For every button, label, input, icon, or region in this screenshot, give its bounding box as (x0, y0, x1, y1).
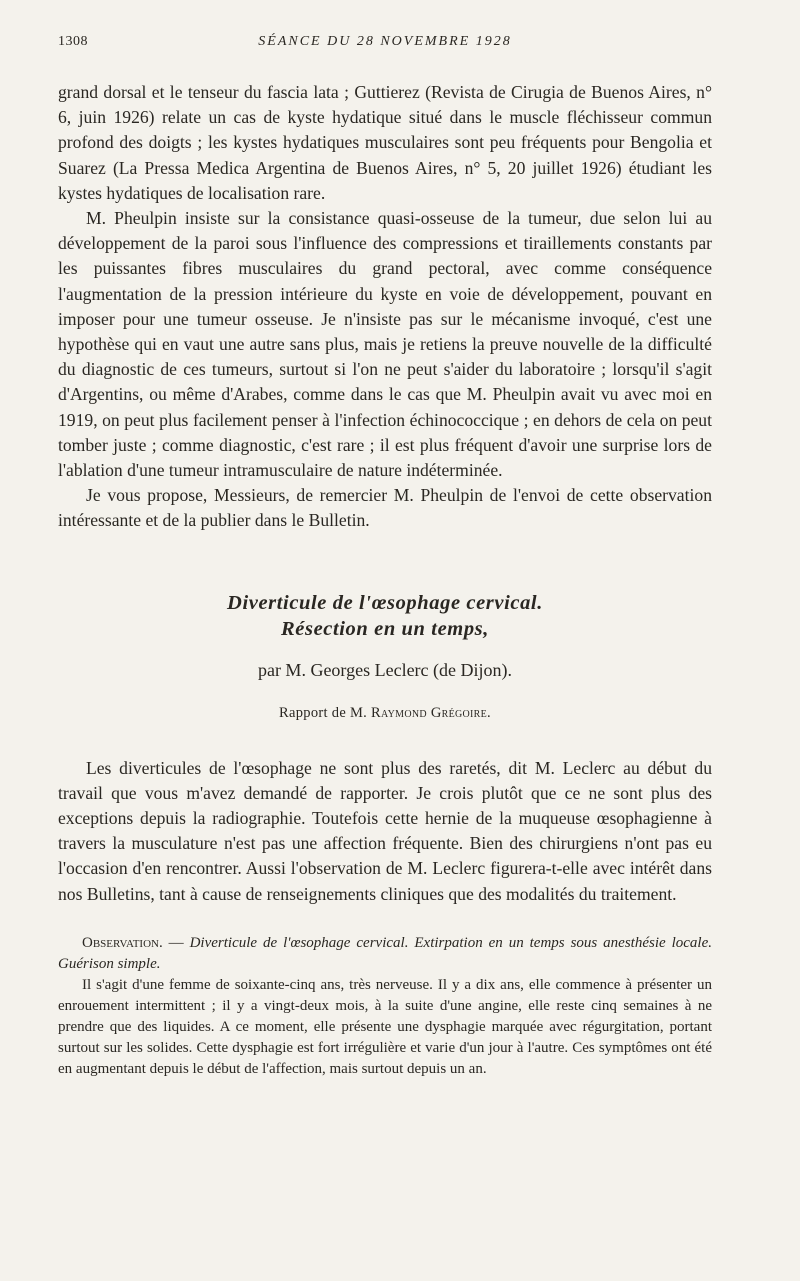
observation-heading (58, 933, 712, 975)
article-title-line: Résection en un temps, (281, 617, 489, 640)
observation-dash: — (162, 934, 190, 951)
paragraph: grand dorsal et le tenseur du fascia lata ; Guttierez (Revista de Cirugia de Buenos Aires, n° 6, juin 1926) relate un cas de kyste hydatique situé dans le muscle fléchisseur commun profond des doigts ; les kystes hydatiques musculaires sont peu fréquents pour Bengolia et Suarez (La Pressa Medica Argentina de Buenos Aires, n° 5, 20 juillet 1926) étudiant les kystes hydatiques de localisation rare. (58, 82, 712, 203)
paragraph: Les diverticules de l'œsophage ne sont plus des raretés, dit M. Leclerc au début du travail que vous m'avez demandé de rapporter. Je crois plutôt que ce ne sont plus des exceptions depuis la radiographie. Toutefois cette hernie de la muqueuse œsophagienne à travers la musculature n'est pas une affection fréquente. Bien des chirurgiens n'ont pas eu l'occasion d'en rencontrer. Aussi l'observation de M. Leclerc figurera-t-elle avec intérêt dans nos Bulletins, tant à cause de renseignements cliniques que des modalités du traitement. (58, 757, 712, 904)
running-title: SÉANCE DU 28 NOVEMBRE 1928 (258, 34, 512, 49)
observation-text: Il s'agit d'une femme de soixante-cinq ans, très nerveuse. Il y a dix ans, elle commence à présenter un enrouement intermittent ; il y a vingt-deux mois, à la suite d'une angine, elle reste cinq semaines à ne prendre que des liquides. A ce moment, elle présente une dysphagie marquée avec régurgitation, portant surtout sur les solides. Cette dysphagie est fort irrégulière et varie d'un jour à l'autre. Ces symptômes ont été en augmentant depuis le début de l'affection, mais surtout depuis un an. (58, 976, 712, 1077)
reporter-name: Raymond Grégoire. (371, 704, 491, 721)
observation (58, 933, 712, 1080)
article-title (58, 590, 712, 642)
article-title-line: Diverticule de l'œsophage cervical. (227, 591, 543, 614)
observation-title: Diverticule de l'œsophage cervical. Extirpation en un temps sous anesthésie locale. Guérison simple. (58, 934, 712, 972)
page-number: 1308 (58, 34, 88, 49)
article-body (58, 756, 712, 907)
report-line (58, 705, 712, 722)
page (58, 34, 712, 1080)
author-line: par M. Georges Leclerc (de Dijon). (257, 659, 513, 680)
paragraph: M. Pheulpin insiste sur la consistance quasi-osseuse de la tumeur, due selon lui au développement de la paroi sous l'influence des compressions et tiraillements constants par les puissantes fibres musculaires du grand pectoral, avec comme conséquence l'augmentation de la pression intérieure du kyste en voie de développement, pouvant en imposer pour une tumeur osseuse. Je n'insiste pas sur le mécanisme invoqué, c'est une hypothèse qui en vaut une autre sans plus, mais je retiens la preuve nouvelle de la difficulté du diagnostic de ces tumeurs, surtout si l'on ne peut s'aider du laboratoire ; lorsqu'il s'agit d'Argentins, ou même d'Arabes, comme dans le cas que M. Pheulpin avait vu avec moi en 1919, on peut plus facilement penser à l'infection échinococcique ; en dehors de cela on peut tomber juste ; comme diagnostic, c'est rare ; il est plus fréquent d'avoir une surprise lors de l'ablation d'une tumeur intramusculaire de nature indéterminée. (58, 208, 712, 481)
running-head (58, 34, 712, 56)
report-continuation (58, 80, 712, 534)
observation-label: Observation. (82, 934, 163, 951)
report-prefix: Rapport de M. (279, 704, 368, 721)
paragraph: Je vous propose, Messieurs, de remercier M. Pheulpin de l'envoi de cette observation intéressante et de la publier dans le Bulletin. (58, 485, 712, 531)
